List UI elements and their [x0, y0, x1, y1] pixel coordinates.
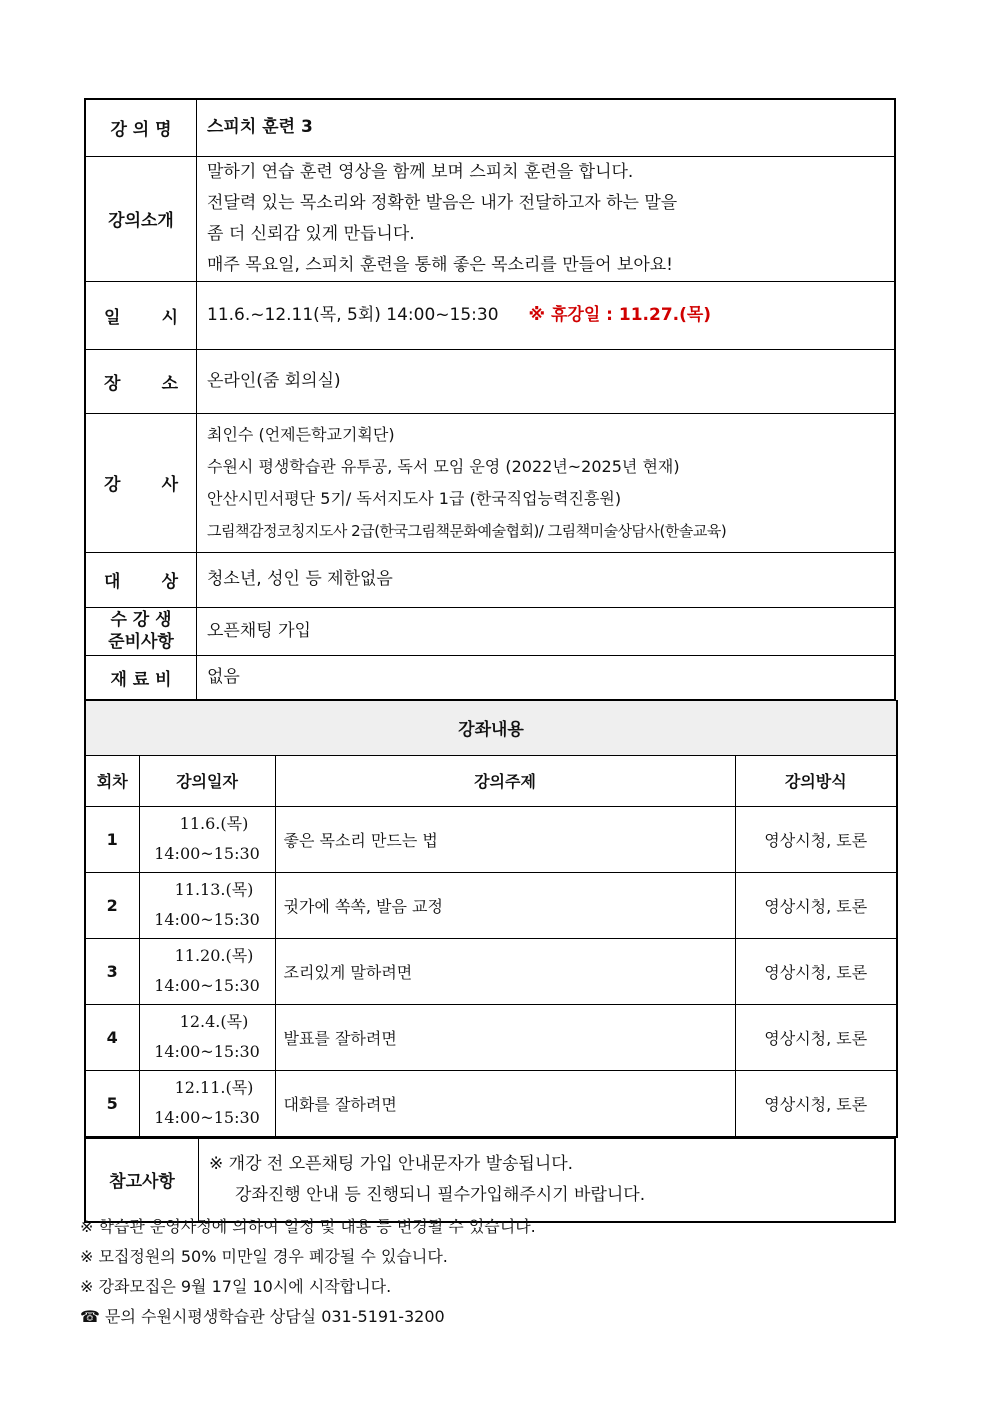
table-row — [85, 872, 897, 938]
course-schedule — [197, 281, 896, 349]
session-method: 영상시청, 토론 — [735, 872, 897, 938]
session-topic: 발표를 잘하려면 — [275, 1004, 735, 1070]
session-topic: 조리있게 말하려면 — [275, 938, 735, 1004]
header-date: 강의일자 — [139, 755, 275, 806]
table-row — [85, 938, 897, 1004]
curriculum-title: 강좌내용 — [85, 700, 897, 755]
intro-line: 좀 더 신뢰감 있게 만듭니다. — [207, 223, 415, 244]
intro-line: 전달력 있는 목소리와 정확한 발음은 내가 전달하고자 하는 말을 — [207, 192, 678, 213]
holiday-notice: ※ 휴강일 : 11.27.(목) — [528, 304, 712, 325]
notes-line: ※ 개강 전 오픈채팅 가입 안내문자가 발송됩니다. — [209, 1153, 574, 1174]
title-label: 강 의 명 — [85, 99, 197, 156]
footer-notices — [80, 1212, 536, 1332]
material-label: 재 료 비 — [85, 655, 197, 699]
course-material: 없음 — [197, 655, 896, 699]
prep-label: 수 강 생 준비사항 — [85, 607, 197, 655]
session-topic: 좋은 목소리 만드는 법 — [275, 806, 735, 872]
notes-label: 참고사항 — [85, 1138, 199, 1222]
place-label: 장 소 — [85, 349, 197, 413]
header-method: 강의방식 — [735, 755, 897, 806]
instructor-label: 강 사 — [85, 413, 197, 552]
notes-table — [84, 1138, 896, 1223]
instructor-line: 그림책감정코칭지도사 2급(한국그림책문화예술협회)/ 그림책미술상담사(한솔교육) — [207, 521, 727, 540]
table-row — [85, 1004, 897, 1070]
session-number: 3 — [85, 938, 139, 1004]
session-method: 영상시청, 토론 — [735, 806, 897, 872]
session-date: 11.13.(목) 14:00~15:30 — [139, 872, 275, 938]
session-date: 12.11.(목) 14:00~15:30 — [139, 1070, 275, 1137]
header-no: 회차 — [85, 755, 139, 806]
session-date: 11.6.(목) 14:00~15:30 — [139, 806, 275, 872]
target-label: 대 상 — [85, 552, 197, 607]
session-date: 12.4.(목) 14:00~15:30 — [139, 1004, 275, 1070]
course-target: 청소년, 성인 등 제한없음 — [197, 552, 896, 607]
session-number: 5 — [85, 1070, 139, 1137]
session-number: 4 — [85, 1004, 139, 1070]
schedule-label: 일 시 — [85, 281, 197, 349]
intro-line: 말하기 연습 훈련 영상을 함께 보며 스피치 훈련을 합니다. — [207, 161, 634, 182]
session-number: 1 — [85, 806, 139, 872]
intro-label: 강의소개 — [85, 156, 197, 281]
instructor-line: 수원시 평생학습관 유투공, 독서 모임 운영 (2022년~2025년 현재) — [207, 456, 680, 476]
session-method: 영상시청, 토론 — [735, 938, 897, 1004]
instructor-line: 최인수 (언제든학교기획단) — [207, 424, 395, 444]
course-intro — [197, 156, 896, 281]
course-place: 온라인(줌 회의실) — [197, 349, 896, 413]
table-row — [85, 806, 897, 872]
footer-contact: ☎ 문의 수원시평생학습관 상담실 031-5191-3200 — [80, 1307, 445, 1326]
session-topic: 대화를 잘하려면 — [275, 1070, 735, 1137]
notes-line: 강좌진행 안내 등 진행되니 필수가입해주시기 바랍니다. — [235, 1184, 646, 1205]
intro-line: 매주 목요일, 스피치 훈련을 통해 좋은 목소리를 만들어 보아요! — [207, 254, 673, 275]
instructor-line: 안산시민서평단 5기/ 독서지도사 1급 (한국직업능력진흥원) — [207, 488, 622, 508]
schedule-text: 11.6.~12.11(목, 5회) 14:00~15:30 — [207, 304, 499, 325]
course-prep: 오픈채팅 가입 — [197, 607, 896, 655]
course-flyer — [84, 98, 896, 1223]
curriculum-table — [84, 700, 898, 1138]
session-date: 11.20.(목) 14:00~15:30 — [139, 938, 275, 1004]
table-row — [85, 1070, 897, 1137]
instructor-info — [197, 413, 896, 552]
session-method: 영상시청, 토론 — [735, 1070, 897, 1137]
course-title: 스피치 훈련 3 — [197, 99, 896, 156]
footer-line: ※ 학습관 운영사정에 의하여 일정 및 내용 등 변경될 수 있습니다. — [80, 1217, 536, 1236]
course-info-table — [84, 98, 896, 700]
session-number: 2 — [85, 872, 139, 938]
header-topic: 강의주제 — [275, 755, 735, 806]
session-method: 영상시청, 토론 — [735, 1004, 897, 1070]
footer-line: ※ 강좌모집은 9월 17일 10시에 시작합니다. — [80, 1277, 392, 1296]
footer-line: ※ 모집정원의 50% 미만일 경우 폐강될 수 있습니다. — [80, 1247, 448, 1266]
session-topic: 귓가에 쏙쏙, 발음 교정 — [275, 872, 735, 938]
notes-content — [199, 1138, 896, 1222]
